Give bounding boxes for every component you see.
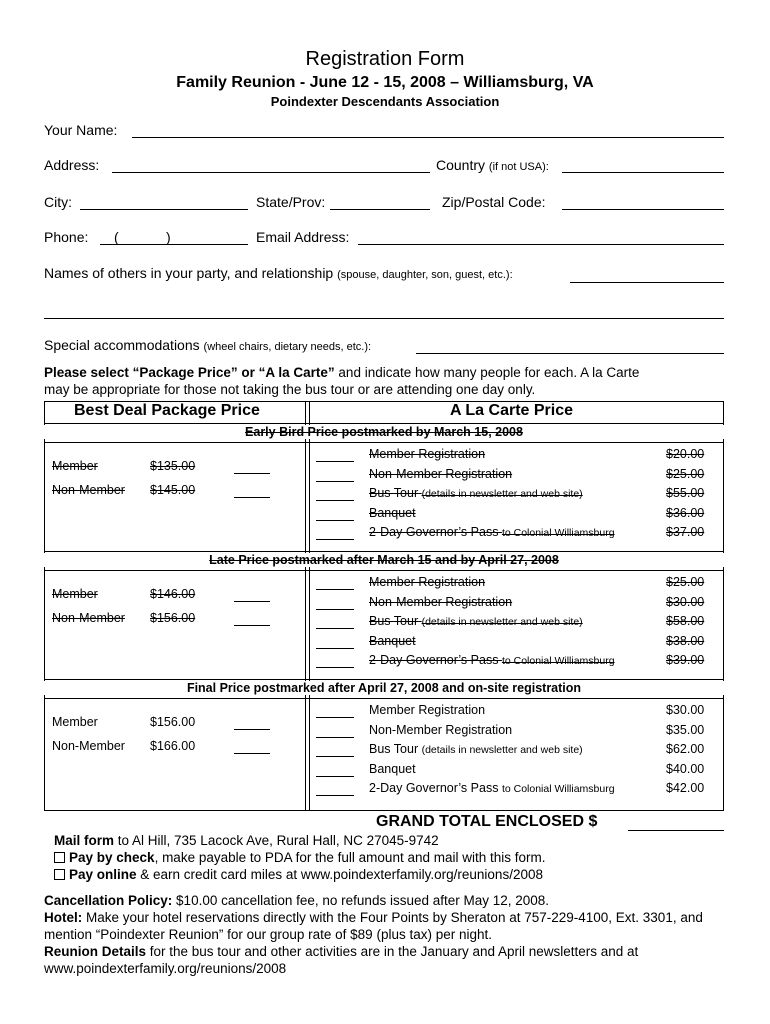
item-name: Member Registration <box>369 575 486 589</box>
item-price: $39.00 <box>666 653 705 667</box>
item-name: 2-Day Governor’s Pass to Colonial Williamsburg <box>369 525 615 539</box>
event-subtitle: Family Reunion - June 12 - 15, 2008 – Williamsburg, VA <box>176 74 594 91</box>
package-price: $135.00 <box>150 459 196 473</box>
grand-total-label: GRAND TOTAL ENCLOSED $ <box>376 813 598 830</box>
package-label: Member <box>52 715 98 729</box>
item-qty-field[interactable] <box>316 746 354 757</box>
item-price: $55.00 <box>666 486 705 500</box>
check-checkbox[interactable] <box>54 852 65 863</box>
item-price: $36.00 <box>666 505 705 520</box>
item-price: $58.00 <box>666 614 705 628</box>
your-name-field[interactable] <box>132 137 724 138</box>
item-name: Bus Tour (details in newsletter and web site) <box>369 614 583 628</box>
item-price: $25.00 <box>666 575 705 589</box>
state-field[interactable] <box>330 209 430 210</box>
others-field[interactable] <box>570 282 724 283</box>
item-qty-field[interactable] <box>316 510 354 521</box>
item-name: Member Registration <box>369 703 486 717</box>
phone-area-open: ( <box>114 229 119 245</box>
alacarte-header: A La Carte Price <box>450 402 574 419</box>
item-qty-field[interactable] <box>316 727 354 738</box>
country-label: Country (if not USA): <box>436 157 549 173</box>
item-name: Member Registration <box>369 447 486 461</box>
package-price: $145.00 <box>150 483 196 497</box>
grand-total-field[interactable] <box>628 830 724 831</box>
item-qty-field[interactable] <box>316 785 354 796</box>
item-qty-field[interactable] <box>316 599 354 610</box>
item-price: $38.00 <box>666 633 705 648</box>
zip-label: Zip/Postal Code: <box>442 194 546 210</box>
country-field[interactable] <box>562 172 724 173</box>
item-name: Bus Tour (details in newsletter and web site) <box>369 486 583 500</box>
item-qty-field[interactable] <box>316 707 354 718</box>
item-qty-field[interactable] <box>316 529 354 540</box>
item-qty-field[interactable] <box>316 490 354 501</box>
item-price: $30.00 <box>666 703 705 717</box>
section-title: Final Price postmarked after April 27, 2008 and on-site registration <box>44 681 724 695</box>
item-name: Non-Member Registration <box>369 722 513 737</box>
package-price: $156.00 <box>150 611 196 625</box>
phone-label: Phone: <box>44 229 89 245</box>
city-label: City: <box>44 194 72 210</box>
section-title: Early Bird Price postmarked by March 15, 2008 <box>44 425 724 439</box>
item-price: $35.00 <box>666 722 705 737</box>
package-price: $156.00 <box>150 715 196 729</box>
package-label: Non-Member <box>52 739 125 753</box>
item-qty-field[interactable] <box>316 451 354 462</box>
your-name-label: Your Name: <box>44 122 118 138</box>
form-title: Registration Form <box>305 48 465 70</box>
item-name: 2-Day Governor’s Pass to Colonial Williamsburg <box>369 781 615 795</box>
item-name: Banquet <box>369 505 416 520</box>
item-price: $42.00 <box>666 781 705 795</box>
item-name: Banquet <box>369 633 416 648</box>
item-qty-field[interactable] <box>316 579 354 590</box>
package-label: Non-Member <box>52 483 125 497</box>
item-name: Non-Member Registration <box>369 466 513 481</box>
state-label: State/Prov: <box>256 194 326 210</box>
item-price: $40.00 <box>666 761 705 776</box>
item-qty-field[interactable] <box>316 766 354 777</box>
package-qty-field[interactable] <box>234 591 270 602</box>
city-field[interactable] <box>80 209 248 210</box>
zip-field[interactable] <box>562 209 724 210</box>
item-qty-field[interactable] <box>316 618 354 629</box>
item-price: $20.00 <box>666 447 705 461</box>
item-price: $62.00 <box>666 742 705 756</box>
payment-info: Mail form to Al Hill, 735 Lacock Ave, Rural Hall, NC 27045-9742 Pay by check, make payable to PDA for the full amount and mail with this form. Pay online & earn credit card miles at www.poindexterfamily.org/reunions/2008 <box>54 833 546 882</box>
item-price: $25.00 <box>666 466 705 481</box>
package-qty-field[interactable] <box>234 463 270 474</box>
section-title: Late Price postmarked after March 15 and by April 27, 2008 <box>44 553 724 567</box>
item-price: $37.00 <box>666 525 705 539</box>
policies: Cancellation Policy: $10.00 cancellation fee, no refunds issued after May 12, 2008. Hotel: Make your hotel reservations directly with the Four Points by Sheraton at 757-229-4100, Ext. 3301, and mention “Poindexter Reunion” for our group rate of $89 (plus tax) per night. Reunion Details for the bus tour and other activities are in the January and April newsletters and at www.poindexterfamily.org/reunions/2008 <box>44 893 703 976</box>
item-qty-field[interactable] <box>316 471 354 482</box>
package-price: $146.00 <box>150 587 196 601</box>
item-qty-field[interactable] <box>316 638 354 649</box>
others-field-line2[interactable] <box>44 318 724 319</box>
package-price: $166.00 <box>150 739 196 753</box>
package-label: Member <box>52 587 98 601</box>
item-name: 2-Day Governor’s Pass to Colonial Williamsburg <box>369 653 615 667</box>
package-header: Best Deal Package Price <box>74 402 260 419</box>
item-name: Banquet <box>369 761 416 776</box>
item-name: Non-Member Registration <box>369 594 513 609</box>
pricing-table <box>44 401 724 811</box>
special-field[interactable] <box>416 353 724 354</box>
association-name: Poindexter Descendants Association <box>270 94 500 109</box>
package-qty-field[interactable] <box>234 743 270 754</box>
instructions: Please select “Package Price” or “A la Carte” and indicate how many people for each. A la Carte may be appropriate for those not taking the bus tour or are attending one day only. <box>44 365 640 397</box>
email-field[interactable] <box>358 244 724 245</box>
special-label: Special accommodations (wheel chairs, dietary needs, etc.): <box>44 337 372 353</box>
email-label: Email Address: <box>256 229 350 245</box>
address-label: Address: <box>44 157 100 173</box>
address-field[interactable] <box>112 172 430 173</box>
others-label: Names of others in your party, and relationship (spouse, daughter, son, guest, etc.): <box>44 265 513 281</box>
phone-field[interactable] <box>100 244 248 245</box>
item-price: $30.00 <box>666 594 705 609</box>
package-qty-field[interactable] <box>234 615 270 626</box>
item-name: Bus Tour (details in newsletter and web site) <box>369 742 583 756</box>
package-label: Non-Member <box>52 611 125 625</box>
phone-area-close: ) <box>166 229 171 245</box>
package-qty-field[interactable] <box>234 719 270 730</box>
item-qty-field[interactable] <box>316 657 354 668</box>
package-qty-field[interactable] <box>234 487 270 498</box>
package-label: Member <box>52 459 98 473</box>
online-checkbox[interactable] <box>54 869 65 880</box>
